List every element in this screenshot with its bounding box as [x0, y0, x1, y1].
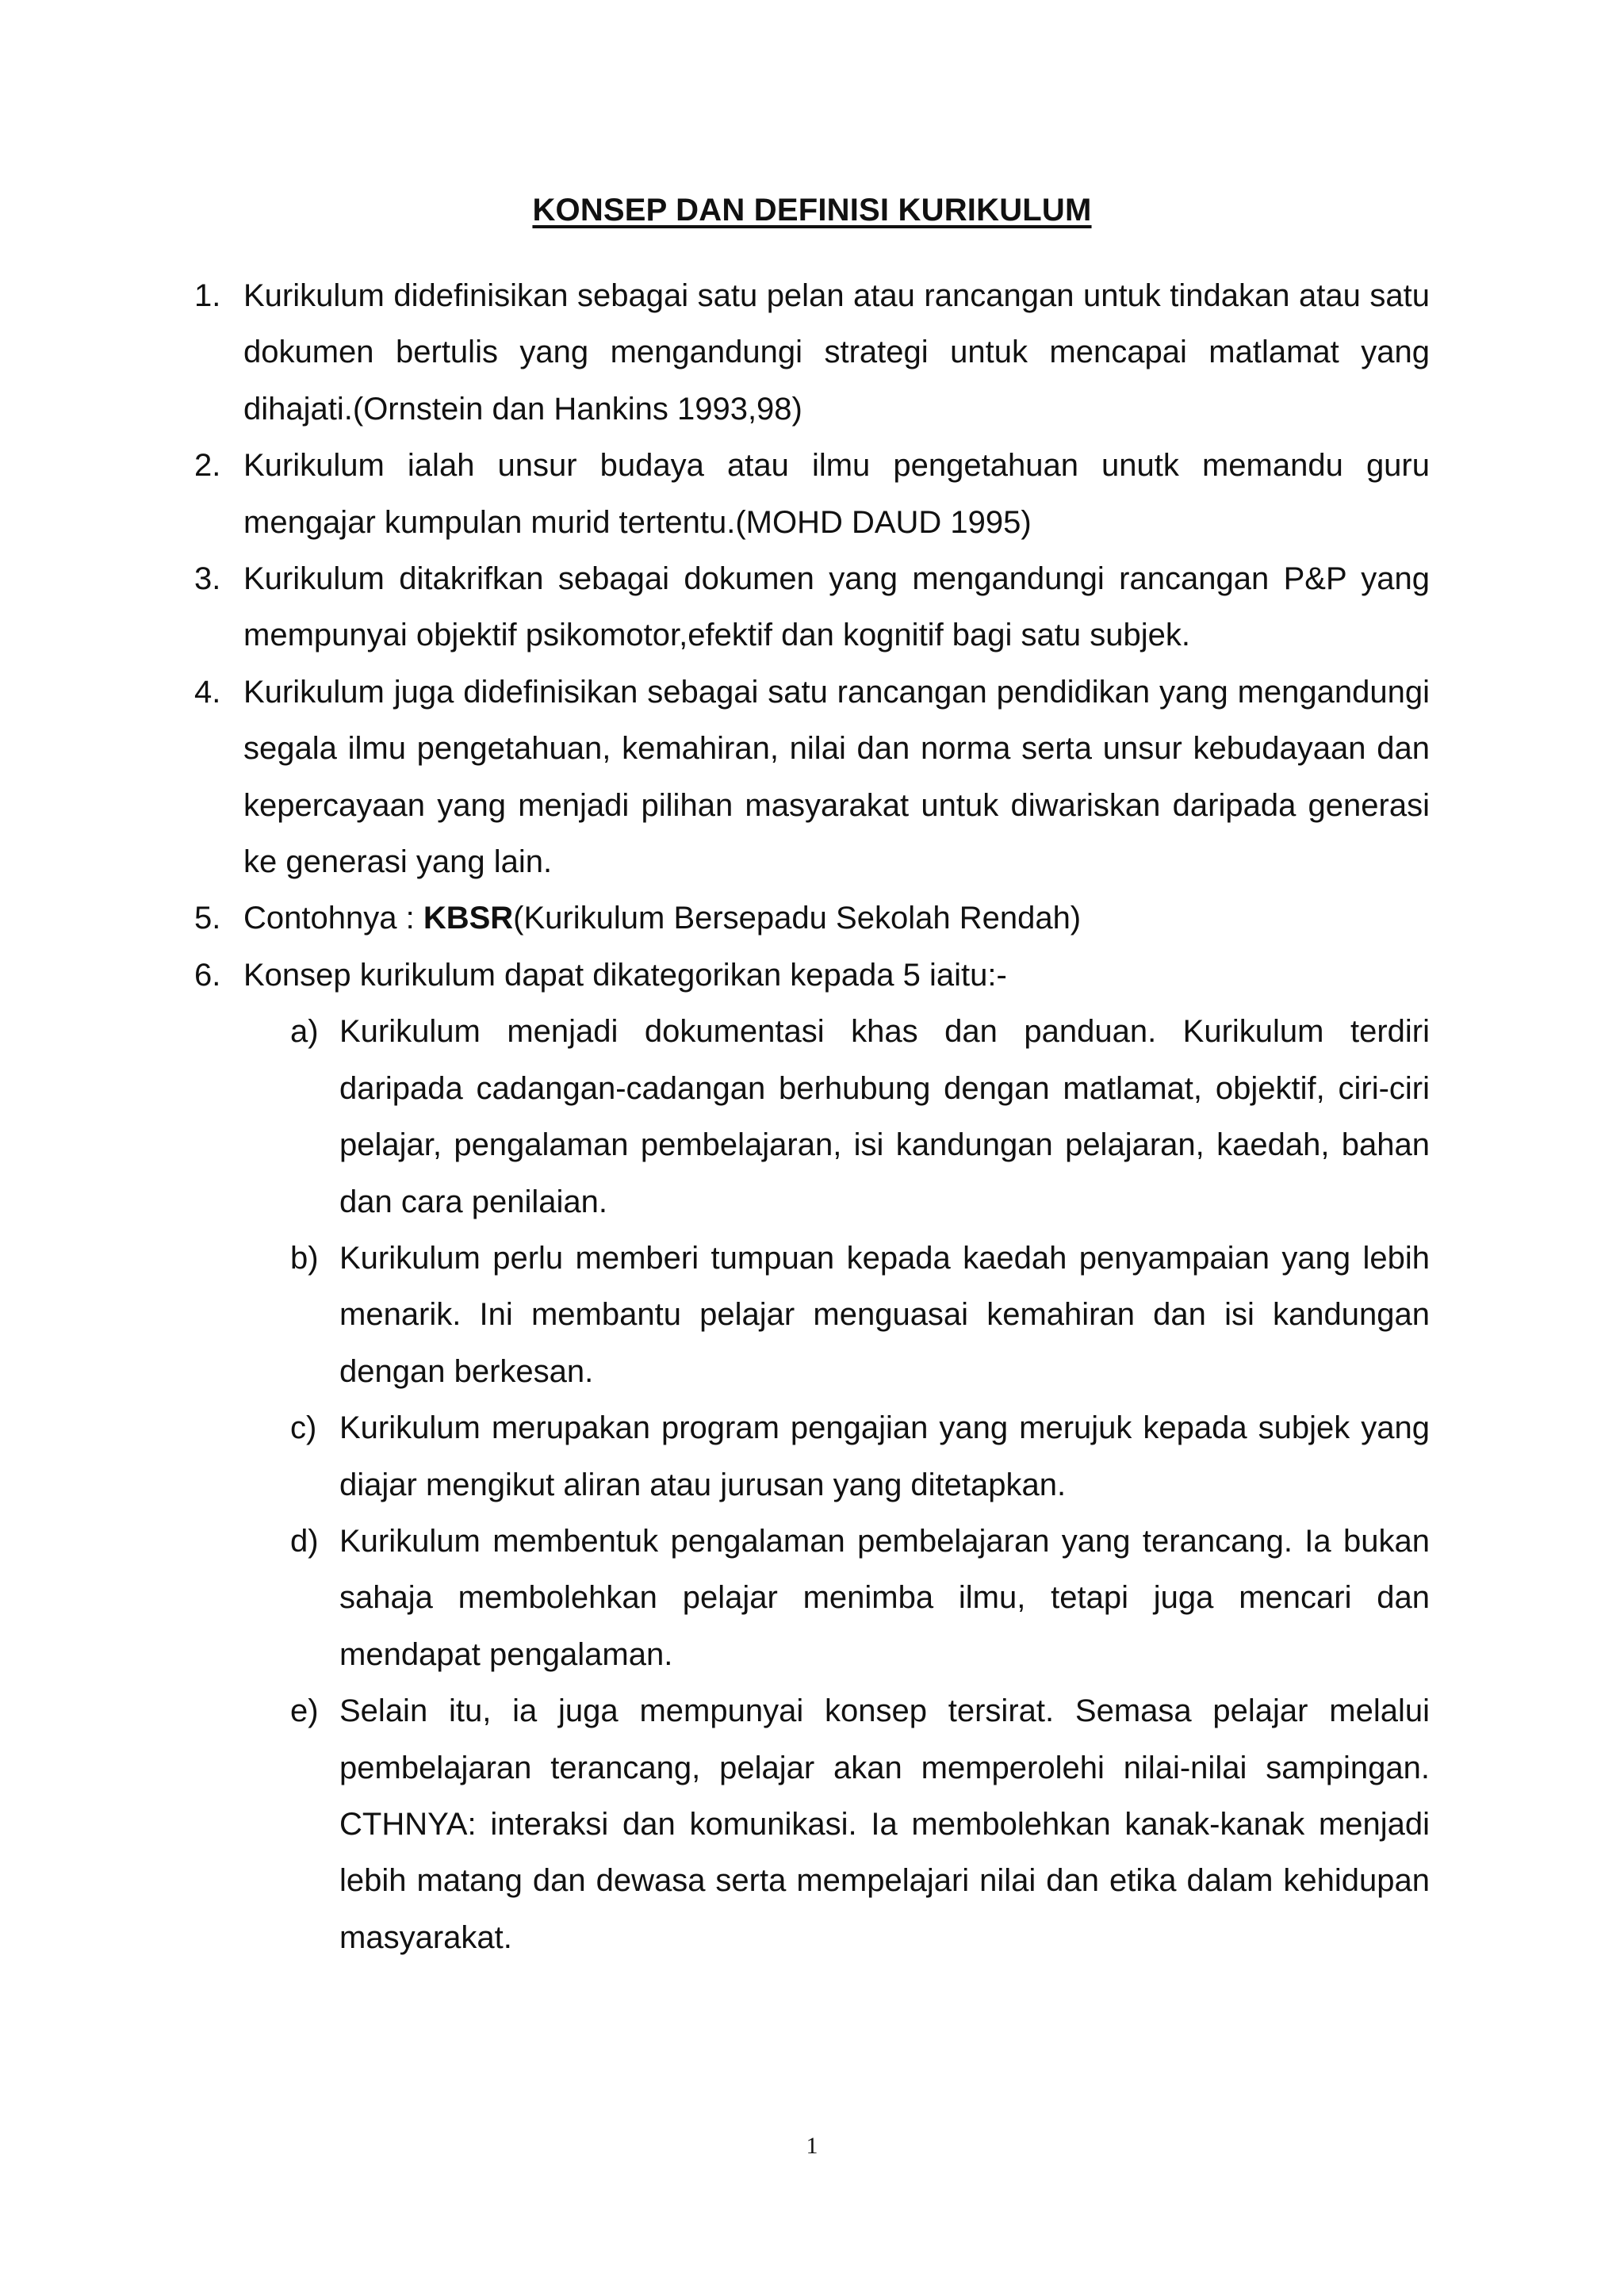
- list-marker: 5.: [194, 901, 221, 936]
- list-marker: 2.: [194, 448, 221, 484]
- list-item: [194, 947, 1430, 1004]
- list-marker: 3.: [194, 561, 221, 597]
- sub-list-item-text: Kurikulum merupakan program pengajian yang merujuk kepada subjek yang diajar mengikut aliran atau jurusan yang ditetapkan.: [339, 1410, 1430, 1502]
- sub-list-item-text: Kurikulum membentuk pengalaman pembelajaran yang terancang. Ia bukan sahaja membolehkan pelajar menimba ilmu, tetapi juga mencari dan mendapat pengalaman.: [339, 1523, 1430, 1672]
- list-item-text: Kurikulum juga didefinisikan sebagai satu rancangan pendidikan yang mengandungi segala ilmu pengetahuan, kemahiran, nilai dan norma serta unsur kebudayaan dan kepercayaan yang menjadi pilihan masyarakat untuk diwariskan daripada generasi ke generasi yang lain.: [243, 674, 1430, 880]
- sub-list-item-text: Kurikulum menjadi dokumentasi khas dan panduan. Kurikulum terdiri daripada cadangan-cadangan berhubung dengan matlamat, objektif, ciri-ciri pelajar, pengalaman pembelajaran, isi kandungan pelajaran, kaedah, bahan dan cara penilaian.: [339, 1014, 1430, 1219]
- list-item-text: Kurikulum ditakrifkan sebagai dokumen yang mengandungi rancangan P&P yang mempunyai objektif psikomotor,efektif dan kognitif bagi satu subjek.: [243, 561, 1430, 653]
- example-expansion: (Kurikulum Bersepadu Sekolah Rendah): [513, 901, 1082, 936]
- sub-list-item: [290, 1400, 1430, 1513]
- definition-list: [0, 268, 1624, 1966]
- page-title: KONSEP DAN DEFINISI KURIKULUM: [532, 193, 1092, 228]
- list-marker: 1.: [194, 278, 221, 313]
- list-item-text: Kurikulum didefinisikan sebagai satu pelan atau rancangan untuk tindakan atau satu dokumen bertulis yang mengandungi strategi untuk mencapai matlamat yang dihajati.(Ornstein dan Hankins 1993,98): [243, 278, 1430, 427]
- list-item: [194, 890, 1430, 947]
- sub-list-item: [290, 1513, 1430, 1683]
- sub-list-item: [290, 1230, 1430, 1400]
- sub-list-item-text: Selain itu, ia juga mempunyai konsep tersirat. Semasa pelajar melalui pembelajaran terancang, pelajar akan memperolehi nilai-nilai sampingan. CTHNYA: interaksi dan komunikasi. Ia membolehkan kanak-kanak menjadi lebih matang dan dewasa serta mempelajari nilai dan etika dalam kehidupan masyarakat.: [339, 1693, 1430, 1955]
- list-item-text: Konsep kurikulum dapat dikategorikan kepada 5 iaitu:-: [243, 957, 1007, 993]
- list-marker: 4.: [194, 674, 221, 710]
- list-item: [194, 664, 1430, 891]
- sub-list-marker: b): [290, 1240, 319, 1276]
- sub-list-marker: c): [290, 1410, 317, 1446]
- list-item: [194, 268, 1430, 438]
- kbsr-acronym: KBSR: [423, 901, 514, 936]
- list-item-text: Kurikulum ialah unsur budaya atau ilmu pengetahuan unutk memandu guru mengajar kumpulan murid tertentu.(MOHD DAUD 1995): [243, 448, 1430, 540]
- sub-list-item-text: Kurikulum perlu memberi tumpuan kepada kaedah penyampaian yang lebih menarik. Ini membantu pelajar menguasai kemahiran dan isi kandungan dengan berkesan.: [339, 1240, 1430, 1389]
- sub-list-marker: d): [290, 1523, 319, 1559]
- list-item: [194, 551, 1430, 664]
- list-item: [194, 438, 1430, 551]
- example-prefix: Contohnya :: [243, 901, 423, 936]
- sub-list-item: [290, 1004, 1430, 1230]
- sub-list-marker: e): [290, 1693, 319, 1729]
- sub-list-item: [290, 1683, 1430, 1966]
- list-marker: 6.: [194, 957, 221, 993]
- page-number: 1: [806, 2133, 818, 2159]
- sub-list-marker: a): [290, 1014, 319, 1050]
